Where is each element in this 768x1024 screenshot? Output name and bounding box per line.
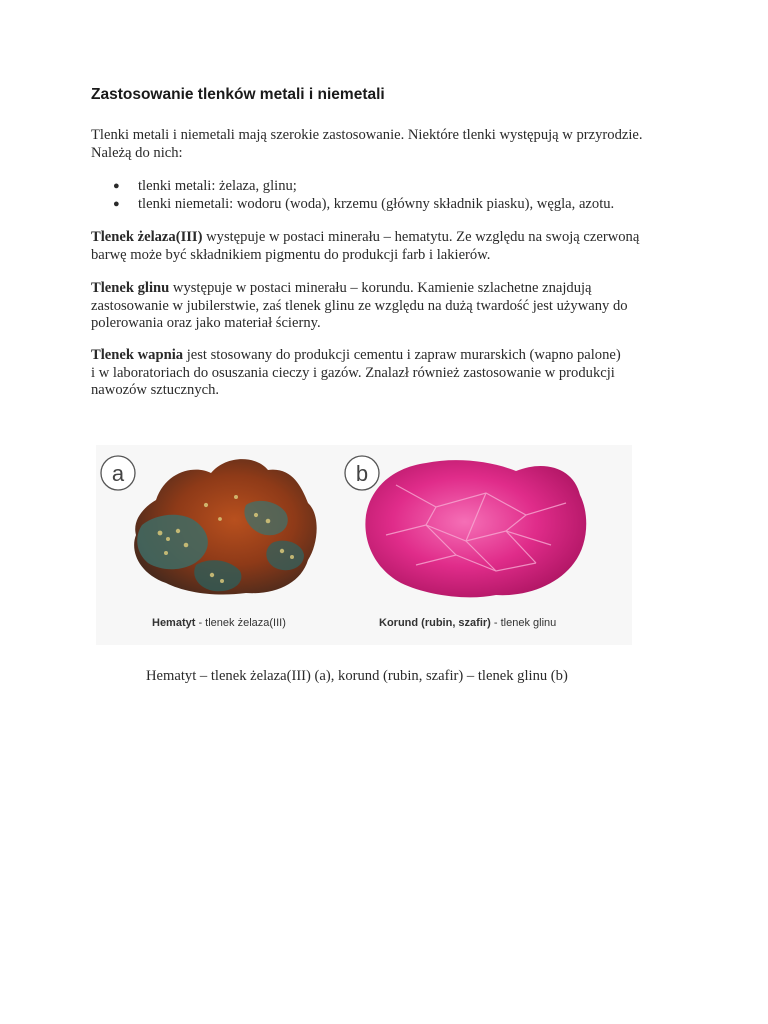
figure-caption: Hematyt – tlenek żelaza(III) (a), korund (rubin, szafir) – tlenek glinu (b)	[146, 668, 568, 684]
list-item-text: tlenki metali: żelaza, glinu;	[138, 178, 297, 194]
hematite-label	[152, 617, 286, 629]
calcium-line-1-text: jest stosowany do produkcji cementu i zapraw murarskich (wapno palone)	[183, 347, 621, 363]
bullet-icon: ●	[113, 180, 120, 192]
label-a-circle	[101, 456, 135, 490]
calcium-line-1	[91, 347, 691, 365]
calcium-line-2: i w laboratoriach do osuszania cieczy i gazów. Znalazł również zastosowanie w produkcji	[91, 364, 615, 381]
aluminium-line-2: zastosowanie w jubilerstwie, zaś tlenek glinu ze względu na dużą twardość jest używany do	[91, 297, 628, 314]
intro-paragraph	[91, 127, 691, 162]
intro-line-1: Tlenki metali i niemetali mają szerokie zastosowanie. Niektóre tlenki występują w przyrodzie.	[91, 127, 643, 143]
calcium-line-3: nawozów sztucznych.	[91, 382, 220, 398]
iron-oxide-term: Tlenek żelaza(III)	[91, 229, 203, 245]
aluminium-line-1-text: występuje w postaci minerału – korundu. Kamienie szlachetne znajdują	[169, 280, 592, 296]
list-item	[91, 178, 614, 196]
corundum-label-bold: Korund (rubin, szafir)	[379, 617, 491, 629]
aluminium-line-1	[91, 280, 691, 298]
iron-line-2: barwę może być składnikiem pigmentu do produkcji farb i lakierów.	[91, 246, 491, 263]
hematite-label-bold: Hematyt	[152, 617, 196, 629]
calcium-oxide-paragraph	[91, 347, 691, 400]
iron-oxide-paragraph	[91, 229, 691, 264]
list-item	[91, 196, 614, 214]
intro-line-2: Należą do nich:	[91, 144, 183, 161]
aluminium-oxide-term: Tlenek glinu	[91, 280, 170, 296]
corundum-label-rest: - tlenek glinu	[490, 617, 557, 629]
calcium-oxide-term: Tlenek wapnia	[91, 347, 184, 363]
page-title: Zastosowanie tlenków metali i niemetali	[91, 86, 385, 103]
iron-line-1-text: występuje w postaci minerału – hematytu. Ze względu na swoją czerwoną	[202, 229, 640, 245]
label-a-text: a	[111, 461, 125, 486]
label-b-text: b	[355, 461, 369, 486]
corundum-label	[379, 617, 556, 629]
hematite-label-rest: - tlenek żelaza(III)	[195, 617, 286, 629]
minerals-figure	[96, 445, 632, 645]
iron-line-1	[91, 229, 691, 247]
minerals-illustration	[96, 445, 632, 645]
aluminium-line-3: polerowania oraz jako materiał ścierny.	[91, 315, 321, 331]
aluminium-oxide-paragraph	[91, 280, 691, 333]
corundum-image	[365, 460, 586, 597]
list-item-text: tlenki niemetali: wodoru (woda), krzemu (główny składnik piasku), węgla, azotu.	[138, 195, 615, 212]
oxide-list	[91, 178, 614, 213]
bullet-icon: ●	[113, 197, 120, 210]
hematite-image	[134, 459, 317, 594]
label-b-circle	[345, 456, 379, 490]
